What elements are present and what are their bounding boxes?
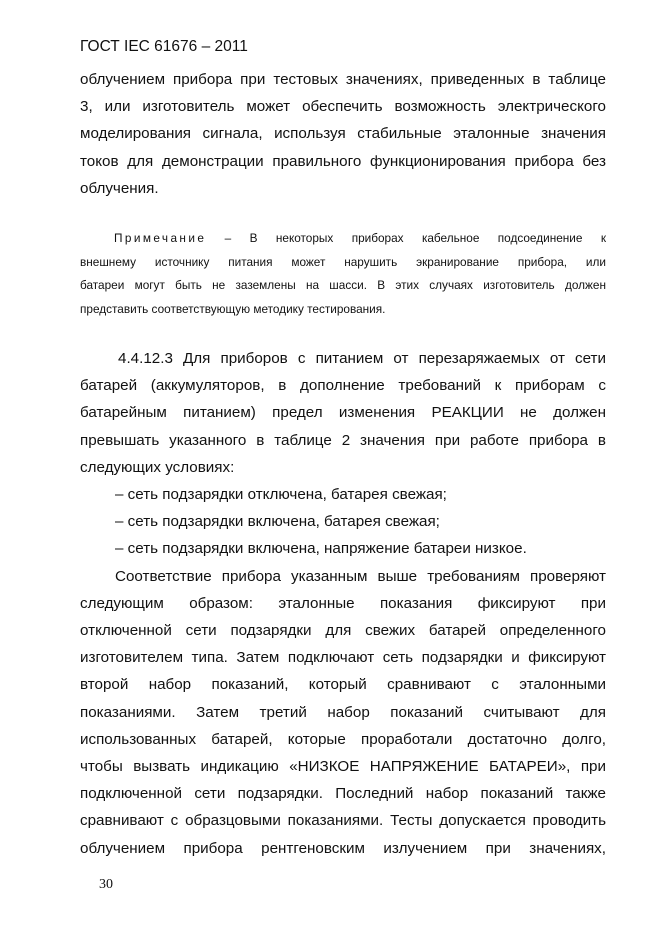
section-line: превышать указанного в таблице 2 значения при работе прибора в [80,431,606,449]
section-4-4-12-3 [80,345,606,862]
verification-line: облучением прибора рентгеновским излучением при значениях, [80,839,606,857]
page-header-standard-title: ГОСТ IEC 61676 – 2011 [80,38,248,55]
note-label: Примечание [114,231,207,245]
note-paragraph [80,227,606,321]
section-line: батарейным питанием) предел изменения РЕАКЦИИ не должен [80,404,606,422]
note-line: батареи могут быть не заземлены на шасси. В этих случаях изготовитель должен [80,278,606,292]
section-line: батарей (аккумуляторов, в дополнение требований к приборам с [80,377,606,395]
verification-line: Соответствие прибора указанным выше требованиям проверяют [115,567,606,585]
intro-line: моделирования сигнала, используя стабильные эталонные значения [80,125,606,143]
verification-line: второй набор показаний, который сравнивают с эталонными [80,676,606,694]
page-number: 30 [99,877,113,892]
condition-list-item: – сеть подзарядки включена, батарея свежая; [115,513,440,531]
verification-line: показаниями. Затем третий набор показаний считывают для [80,703,606,721]
verification-line: изготовителем типа. Затем подключают сеть подзарядки и фиксируют [80,649,606,667]
note-line: представить соответствующую методику тестирования. [80,301,386,316]
note-first-line [80,227,606,251]
intro-line: облучением прибора при тестовых значениях, приведенных в таблице [80,71,606,88]
verification-line: подключенной сети подзарядки. Последний набор показаний также [80,785,606,803]
verification-line: сравнивают с образцовыми показаниями. Тесты допускается проводить [80,812,606,830]
section-line: следующих условиях: [80,458,235,476]
verification-line: следующим образом: эталонные показания фиксируют при [80,594,606,612]
verification-line: использованных батарей, которые проработали достаточно долго, [80,730,606,748]
verification-line: чтобы вызвать индикацию «НИЗКОЕ НАПРЯЖЕНИЕ БАТАРЕИ», при [80,758,606,776]
note-line: внешнему источнику питания может нарушить экранирование прибора, или [80,254,606,269]
condition-list-item: – сеть подзарядки отключена, батарея свежая; [115,486,447,504]
intro-paragraph [80,66,606,202]
verification-line: отключенной сети подзарядки для свежих батарей определенного [80,622,606,640]
intro-line: 3, или изготовитель может обеспечить возможность электрического [80,98,606,116]
condition-list-item: – сеть подзарядки включена, напряжение батареи низкое. [115,540,527,558]
section-line: 4.4.12.3 Для приборов с питанием от перезаряжаемых от сети [118,350,606,367]
intro-line: токов для демонстрации правильного функционирования прибора без [80,152,606,170]
intro-line: облучения. [80,179,159,197]
note-line: – В некоторых приборах кабельное подсоединение к [224,231,606,245]
